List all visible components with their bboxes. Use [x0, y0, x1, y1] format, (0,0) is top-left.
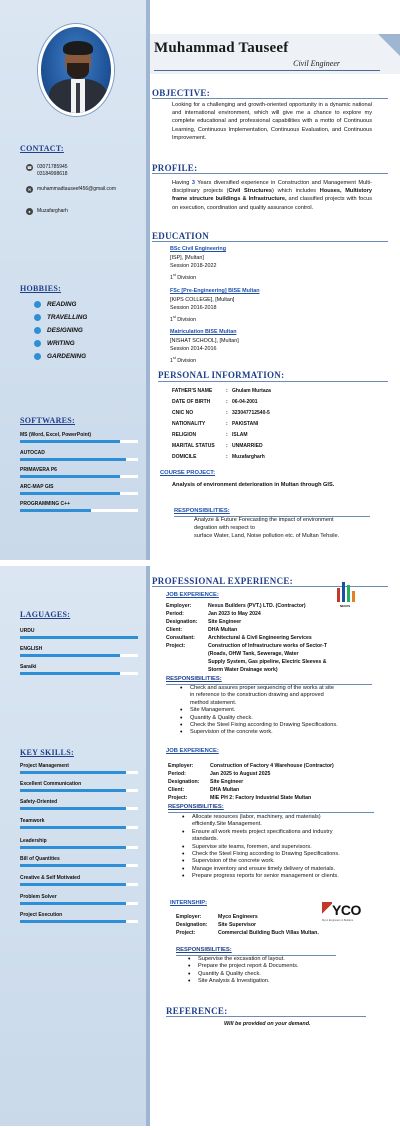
division-suffix: st — [173, 314, 176, 319]
division-number: 1 — [170, 357, 173, 364]
skill-bar — [20, 789, 138, 792]
division-text: Division — [175, 274, 197, 281]
session: Session 2014-2016 — [170, 346, 217, 352]
info-value: Ghulam Murtaza — [232, 388, 271, 394]
info-value: 06-04-2001 — [232, 399, 258, 405]
info-value: PAKISTANI — [232, 421, 259, 427]
degree-title: FSc [Pre-Engineering] BISE Multan — [170, 288, 260, 294]
job-value: Nexus Builders (PVT.) LTD. (Contractor) — [208, 603, 306, 609]
info-value: ISLAM — [232, 432, 248, 438]
division-number: 1 — [170, 274, 173, 281]
job-key: Designation: — [166, 619, 198, 625]
email-icon: ✉ — [27, 186, 32, 192]
internship-key: Project: — [176, 930, 196, 936]
phone-numbers — [37, 164, 68, 178]
info-value: Muzafargharh — [232, 454, 265, 460]
logo-bar — [342, 582, 345, 602]
responsibility-item: • Check the Steel Fixing according to Drawing Specifications. — [176, 722, 390, 729]
section-divider — [166, 1016, 366, 1017]
key-skill — [20, 818, 138, 829]
bullet-dot-icon — [34, 353, 41, 360]
hobby-item — [34, 340, 75, 347]
info-key: MARITAL STATUS — [172, 443, 215, 449]
job2-resp-heading: RESPONSIBILITIES: — [168, 804, 224, 810]
photo-tie — [76, 83, 80, 113]
responsibility-item: • Supervision of the concrete work. — [176, 729, 390, 736]
skill-bar — [20, 440, 138, 443]
hobbies-heading: HOBBIES: — [20, 284, 62, 293]
education-item — [170, 287, 370, 324]
contact-email — [26, 186, 116, 193]
job-key: Employer: — [166, 603, 192, 609]
hobby-item — [34, 327, 83, 334]
skill-label: ARC-MAP GIS — [20, 484, 54, 490]
skill-bar-fill — [20, 826, 126, 829]
skill-bar-fill — [20, 475, 120, 478]
institution: [ISP], [Multan] — [170, 254, 204, 261]
reference-text: Will be provided on your demand. — [224, 1021, 311, 1027]
course-project-heading: COURSE PROJECT: — [160, 470, 216, 476]
info-key: NATIONALITY — [172, 421, 206, 427]
responsibility-item: • Check the Steel Fixing according to Drawing Specifications. — [178, 851, 388, 858]
session: Session 2018-2022 — [170, 263, 217, 269]
photo-beard — [67, 63, 89, 79]
degree-title: Matriculation BISE Multan — [170, 329, 237, 335]
skill-bar — [20, 475, 138, 478]
software-skill — [20, 484, 138, 495]
skill-bar — [20, 771, 138, 774]
education-item — [170, 328, 370, 365]
hobby-item — [34, 314, 87, 321]
job2-heading: JOB EXPERIENCE: — [166, 748, 219, 754]
info-key: DOMICILE — [172, 454, 197, 460]
course-resp-line: Analyze & Future Forecasting the impact of environment — [194, 517, 334, 523]
job1-responsibilities — [176, 685, 390, 737]
key-skill — [20, 781, 138, 792]
profile-part: Having — [172, 180, 192, 186]
skill-label: Leadership — [20, 838, 47, 844]
skill-label: Safety-Oriented — [20, 799, 58, 805]
info-colon: : — [226, 421, 228, 427]
institution: [NISHAT SCHOOL], [Multan] — [170, 337, 239, 344]
logo-bar — [352, 591, 355, 602]
info-colon: : — [226, 388, 228, 394]
info-key: DATE OF BIRTH — [172, 399, 211, 405]
skill-label: Creative & Self Motivated — [20, 875, 81, 881]
responsibility-item: • Site Management. — [176, 707, 390, 714]
info-value: 323047712540-5 — [232, 410, 270, 416]
skill-bar — [20, 883, 138, 886]
responsibility-item: • Prepare the project report & Documents. — [184, 963, 374, 970]
location-icon: ● — [26, 208, 33, 215]
responsibility-item: • Site Analysis & Investigation. — [184, 978, 374, 985]
job-value: DHA Multan — [210, 787, 240, 793]
nexus-logo — [334, 578, 356, 608]
info-key: FATHER'S NAME — [172, 388, 213, 394]
info-value: UNMARRIED — [232, 443, 263, 449]
key-skill — [20, 838, 138, 849]
job2-responsibilities — [178, 814, 388, 881]
myco-logo-text: YCO — [332, 902, 361, 918]
profile-part: and classified projects with focus on execution, coordination and quality assurance control. — [172, 196, 372, 211]
skill-bar-fill — [20, 920, 126, 923]
skill-bar — [20, 920, 138, 923]
job-key: Client: — [168, 787, 185, 793]
skill-label: Problem Solver — [20, 894, 57, 900]
skill-label: URDU — [20, 628, 35, 634]
job-key: Period: — [166, 611, 184, 617]
division-suffix: st — [173, 355, 176, 360]
internship-key: Employer: — [176, 914, 202, 920]
division — [170, 313, 370, 324]
responsibility-item: • Allocate resources (labor, machinery, and materials) — [178, 814, 388, 821]
skill-bar-fill — [20, 902, 126, 905]
job-value: Jan 2023 to May 2024 — [208, 611, 261, 617]
bullet-dot-icon — [34, 314, 41, 321]
responsibility-item: • Quantity & Quality check. — [184, 971, 374, 978]
resume-page-1 — [0, 0, 400, 560]
contact-heading: CONTACT: — [20, 144, 64, 153]
profile-heading: PROFILE: — [152, 163, 198, 173]
software-skill — [20, 432, 138, 443]
skill-bar-fill — [20, 771, 126, 774]
job-value: DHA Multan — [208, 627, 238, 633]
profile-highlight: Houses, Multistory frame structure buildings & Infrastructure, — [172, 188, 372, 203]
bullet-dot-icon — [34, 327, 41, 334]
language-skill — [20, 628, 138, 639]
profile-part: Years diversified experience in Construction and Management Multi-disciplinary projects ( — [172, 180, 373, 195]
contact-phone — [26, 164, 68, 178]
job-key: Designation: — [168, 779, 200, 785]
education-heading: EDUCATION — [152, 231, 210, 241]
skill-bar-fill — [20, 883, 126, 886]
candidate-name: Muhammad Tauseef — [154, 40, 289, 56]
skill-label: Saraiki — [20, 664, 37, 670]
job-key: Project: — [168, 795, 188, 801]
hobby-label: GARDENING — [47, 353, 87, 360]
internship-value: Site Supervisor — [218, 922, 257, 928]
responsibility-item: • Supervise site teams, foremen, and supervisors. — [178, 844, 388, 851]
skill-bar-fill — [20, 789, 126, 792]
responsibility-item: • Manage inventory and ensure timely delivery of materials. — [178, 866, 388, 873]
key-skills-heading: KEY SKILLS: — [20, 748, 74, 757]
info-colon: : — [226, 443, 228, 449]
profile-text — [172, 179, 372, 212]
skill-label: Excellent Communication — [20, 781, 82, 787]
skill-bar-fill — [20, 458, 126, 461]
job-key: Project: — [166, 643, 186, 649]
responsibility-item: method statement. — [190, 699, 237, 706]
softwares-heading: SOFTWARES: — [20, 416, 76, 425]
key-skill — [20, 894, 138, 905]
skill-label: Project Management — [20, 763, 69, 769]
internship-value: Commercial Building Buch Villas Multan. — [218, 930, 319, 936]
skill-bar — [20, 807, 138, 810]
header-divider — [154, 70, 380, 71]
key-skill — [20, 875, 138, 886]
myco-logo-tagline: Myco Engineers & Builders — [322, 919, 354, 922]
skill-bar-fill — [20, 672, 120, 675]
objective-heading: OBJECTIVE: — [152, 88, 211, 98]
nexus-logo-text: NEXUS — [339, 604, 351, 608]
responsibility-item: • Ensure all work meets project specifications and industry — [178, 829, 388, 836]
division — [170, 354, 370, 365]
job-key: Consultant: — [166, 635, 195, 641]
phone-icon: ☎ — [27, 164, 32, 170]
internship-value: Myco Engineers — [218, 914, 258, 920]
key-skill — [20, 763, 138, 774]
info-colon: : — [226, 410, 228, 416]
division-text: Division — [175, 316, 197, 323]
key-skill — [20, 912, 138, 923]
responsibility-item: • Supervision of the concrete work. — [178, 858, 388, 865]
education-item — [170, 245, 370, 282]
responsibility-item: • Quantity & Quality check. — [176, 715, 390, 722]
key-skill — [20, 856, 138, 867]
job-value: Jan 2025 to August 2025 — [210, 771, 271, 777]
division-suffix: st — [173, 272, 176, 277]
skill-bar — [20, 654, 138, 657]
skill-label: PRIMAVERA P6 — [20, 467, 57, 473]
course-resp-line: surface Water, Land, Noise pollution etc. of Multan Tehsile. — [194, 533, 340, 539]
logo-bar — [337, 588, 340, 602]
course-resp-heading: RESPONSIBILITIES: — [174, 508, 230, 514]
internship-key: Designation: — [176, 922, 208, 928]
skill-bar-fill — [20, 440, 120, 443]
responsibility-item: in reference to the construction drawing and approved — [190, 692, 324, 699]
sidebar-edge — [146, 566, 150, 1126]
job1-heading: JOB EXPERIENCE: — [166, 592, 219, 598]
skill-bar-fill — [20, 864, 126, 867]
responsibility-item: • Check and assures proper sequencing of the works at site — [176, 685, 390, 692]
skill-bar-fill — [20, 807, 126, 810]
skill-bar — [20, 509, 138, 512]
internship-resp-heading: RESPONSIBILITIES: — [176, 947, 232, 953]
bullet-dot-icon — [34, 301, 41, 308]
info-key: RELIGION — [172, 432, 197, 438]
profile-part: ) which includes — [272, 188, 320, 195]
info-colon: : — [226, 432, 228, 438]
myco-logo-mark — [322, 902, 332, 918]
profile-photo — [38, 24, 114, 116]
hobby-label: READING — [47, 301, 77, 308]
phone-1[interactable]: 03071785945 — [37, 164, 68, 170]
sidebar-edge — [146, 0, 150, 560]
section-divider — [152, 241, 388, 242]
skill-label: PROGRAMMING C++ — [20, 501, 71, 507]
reference-heading: REFERENCE: — [166, 1006, 228, 1016]
job-value: Storm Water Drainage work) — [208, 667, 278, 673]
skill-label: Teamwork — [20, 818, 45, 824]
division-number: 1 — [170, 316, 173, 323]
skill-bar-fill — [20, 636, 138, 639]
software-skill — [20, 450, 138, 461]
info-colon: : — [226, 454, 228, 460]
location-text: Muzafargharh — [37, 208, 68, 214]
profile-highlight: Civil Structures — [228, 188, 273, 195]
skill-label: ENGLISH — [20, 646, 43, 652]
job-key: Employer: — [168, 763, 194, 769]
responsibility-item: efficiently.Site Management. — [192, 821, 262, 828]
section-divider — [152, 98, 388, 99]
skill-bar — [20, 902, 138, 905]
internship-responsibilities — [184, 956, 374, 986]
job-value: Site Engineer — [210, 779, 244, 785]
skill-bar-fill — [20, 509, 91, 512]
myco-logo — [320, 900, 368, 926]
language-skill — [20, 664, 138, 675]
job-value: Architectural & Civil Engineering Services — [208, 635, 312, 641]
language-skill — [20, 646, 138, 657]
institution: [KIPS COLLEGE], [Multan] — [170, 296, 235, 303]
course-project-text: Analysis of environment deterioration in Multan through GIS. — [172, 482, 335, 488]
job-key: Client: — [166, 627, 183, 633]
hobby-label: TRAVELLING — [47, 314, 88, 321]
phone-2[interactable]: 03184998618 — [37, 171, 68, 177]
division-text: Division — [175, 357, 197, 364]
session: Session 2016-2018 — [170, 305, 217, 311]
experience-heading: PROFESSIONAL EXPERIENCE: — [152, 576, 293, 586]
objective-text: Looking for a challenging and growth-oriented opportunity in a dynamic national and international environment, which will give me a chance to explore my complete educational and professional capabilities with a motto of Continuous Learning, Continuous Implementation, Continuous Evaluation, and Continuous Improvement. — [172, 102, 372, 141]
job-key: Period: — [168, 771, 186, 777]
skill-bar-fill — [20, 492, 120, 495]
personal-info-heading: PERSONAL INFORMATION: — [158, 370, 285, 380]
skill-bar — [20, 826, 138, 829]
skill-label: MS (Word, Excel, PowerPoint) — [20, 432, 92, 438]
software-skill — [20, 467, 138, 478]
bullet-dot-icon — [34, 340, 41, 347]
candidate-role: Civil Engineer — [293, 59, 340, 68]
job-value: (Roads, OHW Tank, Sewerage, Water — [208, 651, 299, 657]
info-key: CNIC NO — [172, 410, 194, 416]
job-value: Construction of Factory 4 Warehouse (Contractor) — [210, 763, 334, 769]
responsibility-item: • Prepare progress reports for senior management or clients. — [178, 873, 388, 880]
job-value: Construction of Infrastructure works of Sector-T — [208, 643, 328, 649]
skill-bar — [20, 846, 138, 849]
skill-bar — [20, 672, 138, 675]
section-divider — [168, 812, 374, 813]
key-skill — [20, 799, 138, 810]
photo-hair — [63, 41, 93, 55]
section-divider — [152, 173, 388, 174]
course-resp-line: degration with respect to — [194, 525, 255, 531]
hobby-item — [34, 301, 76, 308]
skill-bar — [20, 864, 138, 867]
logo-bar — [347, 585, 350, 602]
job-value: Site Engineer — [208, 619, 242, 625]
skill-label: Bill of Quantities — [20, 856, 60, 862]
info-colon: : — [226, 399, 228, 405]
languages-heading: LAGUAGES: — [20, 610, 71, 619]
job1-resp-heading: RESPONSIBILITIES: — [166, 676, 222, 682]
skill-bar — [20, 636, 138, 639]
hobby-label: DESIGNING — [47, 327, 83, 334]
skill-bar — [20, 492, 138, 495]
hobby-item — [34, 353, 86, 360]
email-address[interactable]: muhammadtauseef456@gmail.com — [37, 186, 117, 192]
hobby-label: WRITING — [47, 340, 75, 347]
job-value: Supply System, Gas pipeline, Electric Sleeves & — [208, 659, 327, 665]
internship-heading: INTERNSHIP: — [170, 900, 208, 906]
software-skill — [20, 501, 138, 512]
profile-years: 3 — [191, 180, 195, 186]
resume-page-2 — [0, 566, 400, 1126]
job-value: MIE PH 2: Factory Industrial State Multan — [210, 795, 312, 801]
contact-location — [26, 208, 68, 215]
responsibility-item: • Supervise the excavation of layout. — [184, 956, 374, 963]
skill-bar — [20, 458, 138, 461]
division — [170, 271, 370, 282]
skill-bar-fill — [20, 846, 126, 849]
skill-bar-fill — [20, 654, 120, 657]
skill-label: Project Execution — [20, 912, 63, 918]
degree-title: BSc Civil Engineering — [170, 246, 227, 252]
section-divider — [158, 381, 388, 382]
responsibility-item: standards. — [192, 836, 219, 843]
skill-label: AUTOCAD — [20, 450, 45, 456]
